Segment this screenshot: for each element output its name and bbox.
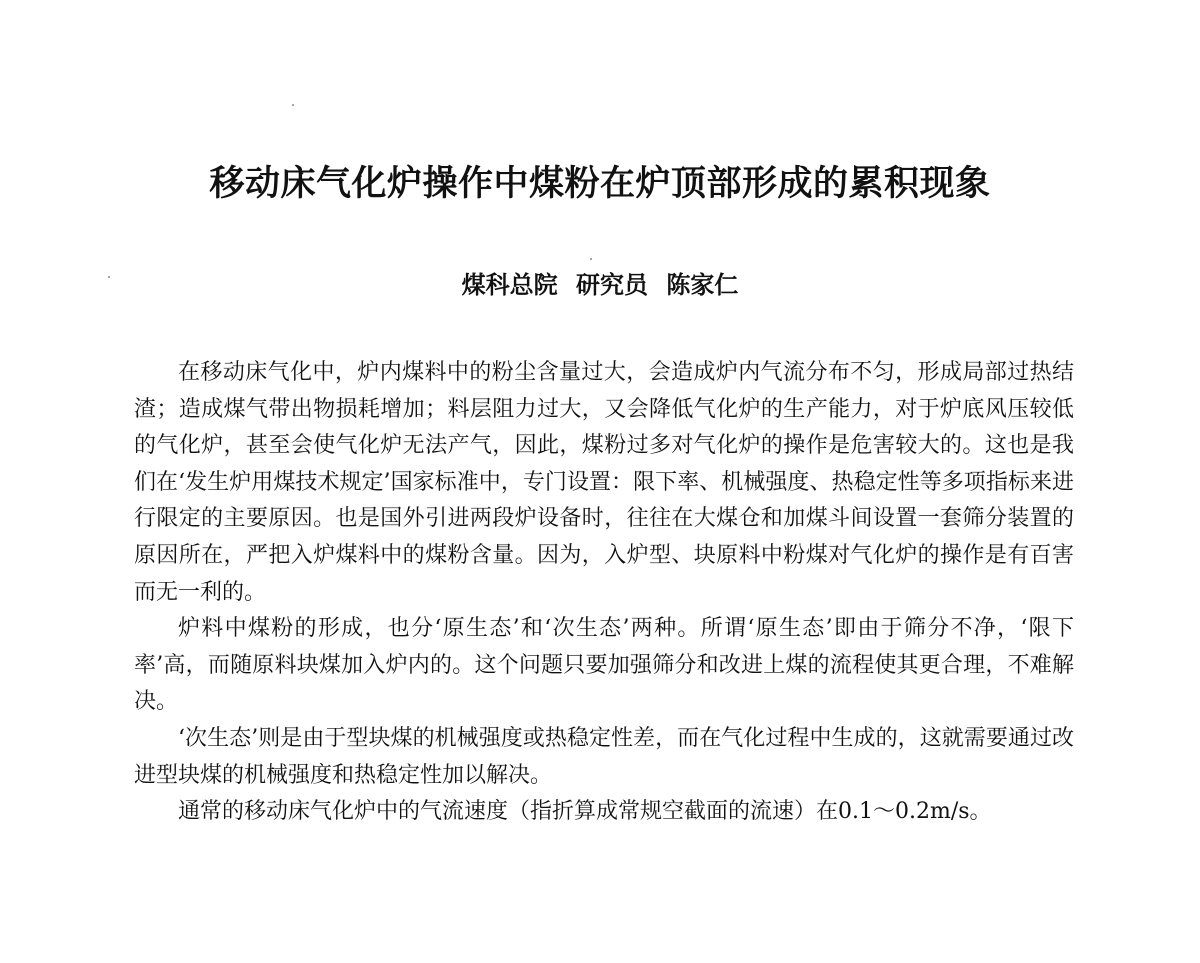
author-position: 研究员	[576, 271, 648, 299]
author-name: 陈家仁	[666, 271, 739, 299]
article-title: 移动床气化炉操作中煤粉在炉顶部形成的累积现象	[209, 164, 991, 204]
body-paragraph: 通常的移动床气化炉中的气流速度（指折算成常规空截面的流速）在0.1～0.2m/s。	[178, 799, 992, 825]
body-paragraph: 在移动床气化中，炉内煤料中的粉尘含量过大，会造成炉内气流分布不匀，形成局部过热结渣；造成煤气带出物损耗增加；料层阻力过大，又会降低气化炉的生产能力，对于炉底风压较低的气化炉，甚至会使气化炉无法产气，因此，煤粉过多对气化炉的操作是危害较大的。这也是我们在‘发生炉用煤技术规定’国家标准中，专门设置：限下率、机械强度、热稳定性等多项指标来进行限定的主要原因。也是国外引进两段炉设备时，往往在大煤仓和加煤斗间设置一套筛分装置的原因所在，严把入炉煤料中的煤粉含量。因为，入炉型、块原料中粉煤对气化炉的操作是有百害而无一利的。	[134, 360, 1074, 605]
body-paragraph: 炉料中煤粉的形成，也分‘原生态’和‘次生态’两种。所谓‘原生态’即由于筛分不净，‘限下率’高，而随原料块煤加入炉内的。这个问题只要加强筛分和改进上煤的流程使其更合理，不难解决。	[134, 616, 1074, 715]
author-byline	[0, 268, 1200, 302]
article-body	[134, 355, 1074, 831]
body-paragraph: ‘次生态’则是由于型块煤的机械强度或热稳定性差，而在气化过程中生成的，这就需要通过改进型块煤的机械强度和热稳定性加以解决。	[134, 725, 1074, 788]
author-institution: 煤科总院	[461, 271, 558, 299]
scan-speck	[292, 104, 294, 106]
scan-speck	[590, 258, 592, 260]
